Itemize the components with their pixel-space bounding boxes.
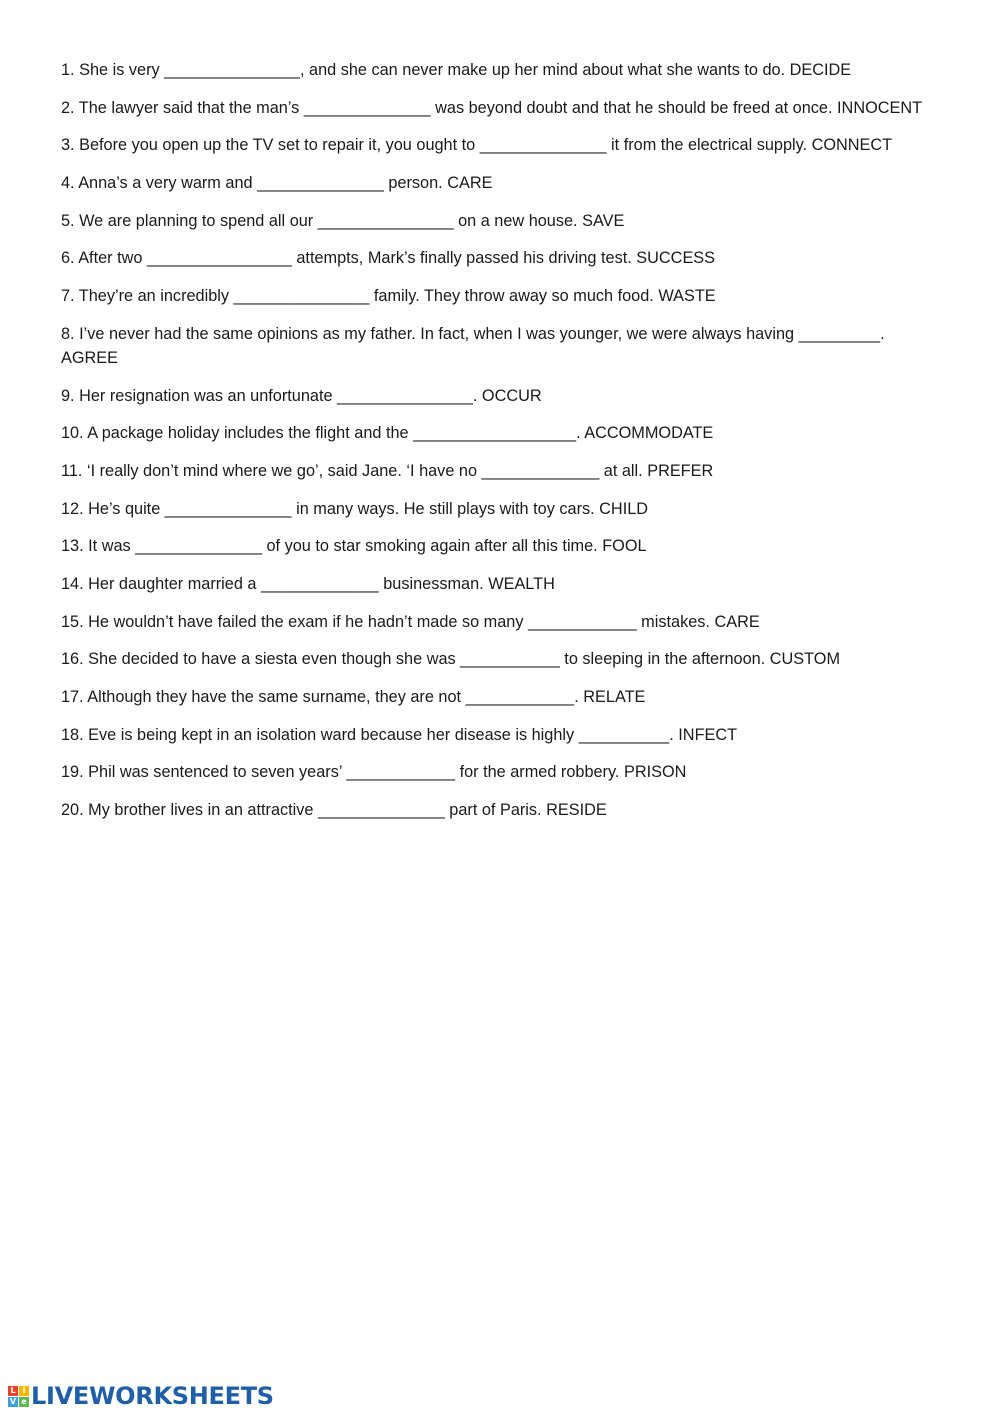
exercise-item-5: 5. We are planning to spend all our _______________ on a new house. SAVE xyxy=(61,211,625,230)
exercise-item-13: 13. It was ______________ of you to star smoking again after all this time. FOOL xyxy=(61,537,647,556)
exercise-item-7: 7. They’re an incredibly _______________ family. They throw away so much food. WASTE xyxy=(61,287,716,306)
exercise-item-19: 19. Phil was sentenced to seven years’ ____________ for the armed robbery. PRISON xyxy=(61,763,687,782)
exercise-item-1: 1. She is very _______________, and she can never make up her mind about what she wants to do. DECIDE xyxy=(61,61,852,79)
exercise-item-9: 9. Her resignation was an unfortunate _______________. OCCUR xyxy=(61,386,542,405)
exercise-item-3: 3. Before you open up the TV set to repair it, you ought to ______________ it from the electrical supply. CONNECT xyxy=(61,136,893,155)
exercise-item-12: 12. He’s quite ______________ in many ways. He still plays with toy cars. CHILD xyxy=(61,499,649,518)
exercise-item-2: 2. The lawyer said that the man’s ______________ was beyond doubt and that he should be freed at once. INNOCENT xyxy=(61,98,923,117)
exercise-item-17: 17. Although they have the same surname, they are not ____________. RELATE xyxy=(61,688,646,706)
logo-mark-letter-3: V xyxy=(9,1396,17,1406)
logo-mark-icon xyxy=(8,1386,29,1407)
exercise-item-6: 6. After two ________________ attempts, Mark’s finally passed his driving test. SUCCESS xyxy=(61,249,716,268)
worksheet-body xyxy=(61,58,941,836)
logo-mark-letter-1: L xyxy=(8,1386,18,1396)
logo-mark-letter-4: e xyxy=(19,1397,29,1407)
exercise-item-18: 18. Eve is being kept in an isolation ward because her disease is highly __________. INFECT xyxy=(61,725,738,744)
exercise-item-4: 4. Anna’s a very warm and ______________ person. CARE xyxy=(61,174,493,193)
logo-text: LIVEWORKSHEETS xyxy=(31,1382,274,1410)
exercise-item-11: 11. ‘I really don’t mind where we go’, said Jane. ‘I have no _____________ at all. PREFER xyxy=(61,461,714,480)
exercise-item-14: 14. Her daughter married a _____________ businessman. WEALTH xyxy=(61,574,555,593)
logo-mark-letter-2: i xyxy=(19,1386,29,1396)
liveworksheets-logo[interactable] xyxy=(8,1381,274,1411)
exercise-item-15: 15. He wouldn’t have failed the exam if he hadn’t made so many ____________ mistakes. CARE xyxy=(61,612,760,631)
exercise-item-20: 20. My brother lives in an attractive ______________ part of Paris. RESIDE xyxy=(61,801,607,820)
exercise-item-8: 8. I’ve never had the same opinions as my father. In fact, when I was younger, we were always having _________. AGREE xyxy=(61,324,885,367)
exercise-item-16: 16. She decided to have a siesta even though she was ___________ to sleeping in the afternoon. CUSTOM xyxy=(61,650,841,669)
exercise-item-10: 10. A package holiday includes the flight and the __________________. ACCOMMODATE xyxy=(61,424,714,443)
